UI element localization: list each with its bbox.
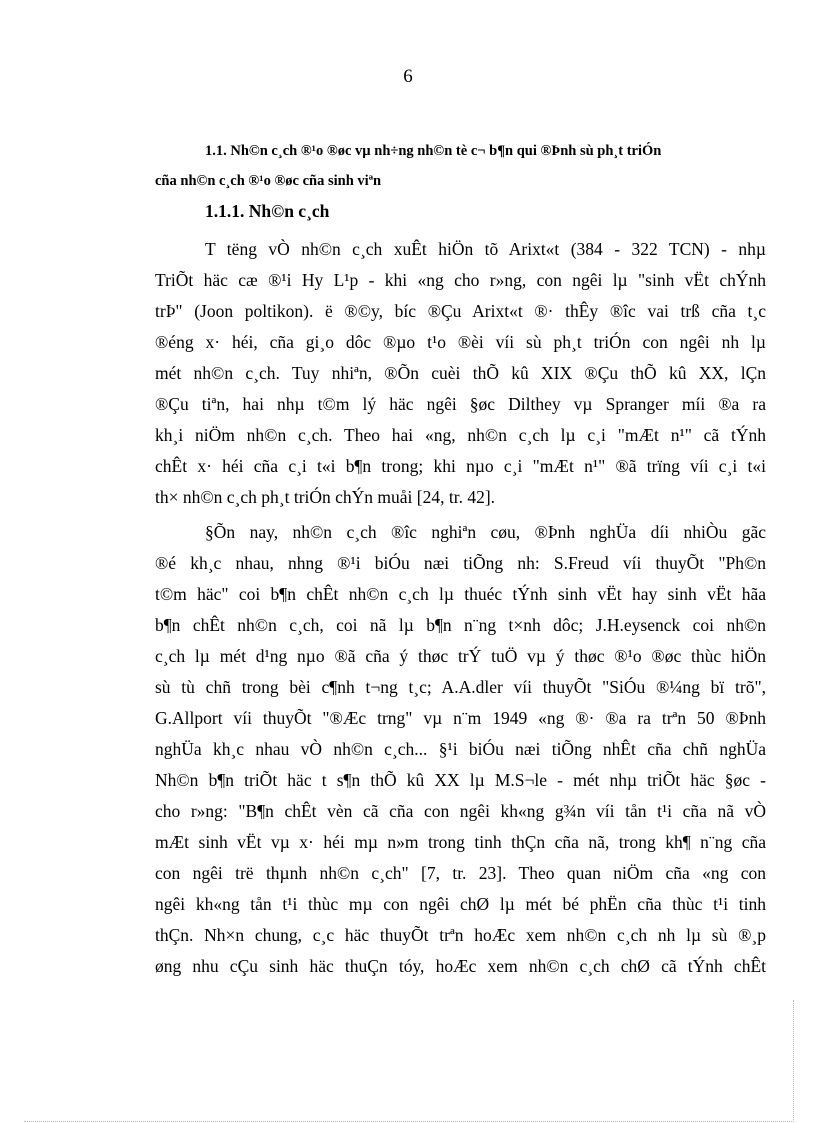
text-line: th× nh©n c¸ch ph¸t triÓn chÝn muåi [24, tr. 42]. bbox=[155, 487, 496, 507]
paragraph-2 bbox=[155, 517, 766, 982]
section-heading bbox=[155, 136, 766, 196]
text-line: cho r»ng: "B¶n chÊt vèn cã cña con ngêi kh«ng g¾n víi tån t¹i cña nã vÒ bbox=[155, 801, 766, 821]
text-line: ®é kh¸c nhau, nhng ®¹i biÓu næi tiÕng nh: S.Freud víi thuyÕt "Ph©n bbox=[155, 553, 766, 573]
text-line: thÇn. Nh×n chung, c¸c häc thuyÕt trªn hoÆc xem nh©n c¸ch nh lµ sù ®¸p bbox=[155, 925, 766, 945]
text-line: TriÕt häc cæ ®¹i Hy L¹p - khi «ng cho r»ng, con ngêi lµ "sinh vËt chÝnh bbox=[155, 270, 766, 290]
text-line: t©m häc" coi b¶n chÊt nh©n c¸ch lµ thuéc tÝnh sinh vËt hay sinh vËt hãa bbox=[155, 584, 766, 604]
subsection-heading: 1.1.1. Nh©n c¸ch bbox=[205, 201, 330, 221]
text-line: mÆt sinh vËt vµ x· héi mµ n»m trong tinh thÇn cña nã, trong kh¶ n¨ng cña bbox=[155, 832, 766, 852]
text-line: kh¸i niÖm nh©n c¸ch. Theo hai «ng, nh©n c¸ch lµ c¸i "mÆt n¹" cã tÝnh bbox=[155, 425, 766, 445]
text-line: nghÜa kh¸c nhau vÒ nh©n c¸ch... §¹i biÓu næi tiÕng nhÊt cña chñ nghÜa bbox=[155, 739, 766, 759]
page-right-border bbox=[793, 1000, 794, 1122]
text-line: T tëng vÒ nh©n c¸ch xuÊt hiÖn tõ Arixt«t (384 - 322 TCN) - nhµ bbox=[205, 239, 766, 259]
section-heading-line: 1.1. Nh©n c¸ch ®¹o ®øc vµ nh÷ng nh©n tè c¬ b¶n qui ®Þnh sù ph¸t triÓn bbox=[205, 143, 662, 159]
text-line: con ngêi trë thµnh nh©n c¸ch" [7, tr. 23]. Theo quan niÖm cña «ng con bbox=[155, 863, 766, 883]
text-line: sù tù chñ trong bèi c¶nh t¬ng t¸c; A.A.dler víi thuyÕt "SiÓu ®¼ng bï trõ", bbox=[155, 677, 766, 697]
text-line: b¶n chÊt nh©n c¸ch, coi nã lµ b¶n n¨ng t×nh dôc; J.H.eysenck coi nh©n bbox=[155, 615, 766, 635]
text-line: mét nh©n c¸ch. Tuy nhiªn, ®Õn cuèi thÕ kû XIX ®Çu thÕ kû XX, lÇn bbox=[155, 363, 766, 383]
text-line: øng nhu cÇu sinh häc thuÇn tóy, hoÆc xem nh©n c¸ch chØ cã tÝnh chÊt bbox=[155, 956, 766, 976]
text-line: §Õn nay, nh©n c¸ch ®îc nghiªn cøu, ®Þnh nghÜa díi nhiÒu gãc bbox=[205, 522, 766, 542]
text-line: trÞ" (Joon poltikon). ë ®©y, bíc ®Çu Arixt«t ®· thÊy ®îc vai trß cña t¸c bbox=[155, 301, 766, 321]
text-line: G.Allport víi thuyÕt "®Æc trng" vµ n¨m 1949 «ng ®· ®a ra trªn 50 ®Þnh bbox=[155, 708, 766, 728]
text-line: ngêi kh«ng tån t¹i thùc mµ con ngêi chØ lµ mét bé phËn cña thùc t¹i tinh bbox=[155, 894, 766, 914]
page-number: 6 bbox=[403, 66, 413, 87]
text-line: chÊt x· héi cña c¸i t«i b¶n trong; khi nµo c¸i "mÆt n¹" ®ã trïng víi c¸i t«i bbox=[155, 456, 766, 476]
text-line: Nh©n b¶n triÕt häc t s¶n thÕ kû XX lµ M.S¬le - mét nhµ triÕt häc §øc - bbox=[155, 770, 766, 790]
text-line: ®Çu tiªn, hai nhµ t©m lý häc ngêi §øc Dilthey vµ Spranger míi ®a ra bbox=[155, 394, 766, 414]
section-heading-line: cña nh©n c¸ch ®¹o ®øc cña sinh viªn bbox=[155, 173, 382, 189]
text-line: ®éng x· héi, cña gi¸o dôc ®µo t¹o ®èi víi sù ph¸t triÓn con ngêi nh lµ bbox=[155, 332, 766, 352]
paragraph-1 bbox=[155, 234, 766, 513]
text-line: c¸ch lµ mét d¹ng nµo ®ã cña ý thøc trÝ tuÖ vµ ý thøc ®¹o ®øc thùc hiÖn bbox=[155, 646, 766, 666]
page-bottom-border bbox=[24, 1121, 792, 1122]
